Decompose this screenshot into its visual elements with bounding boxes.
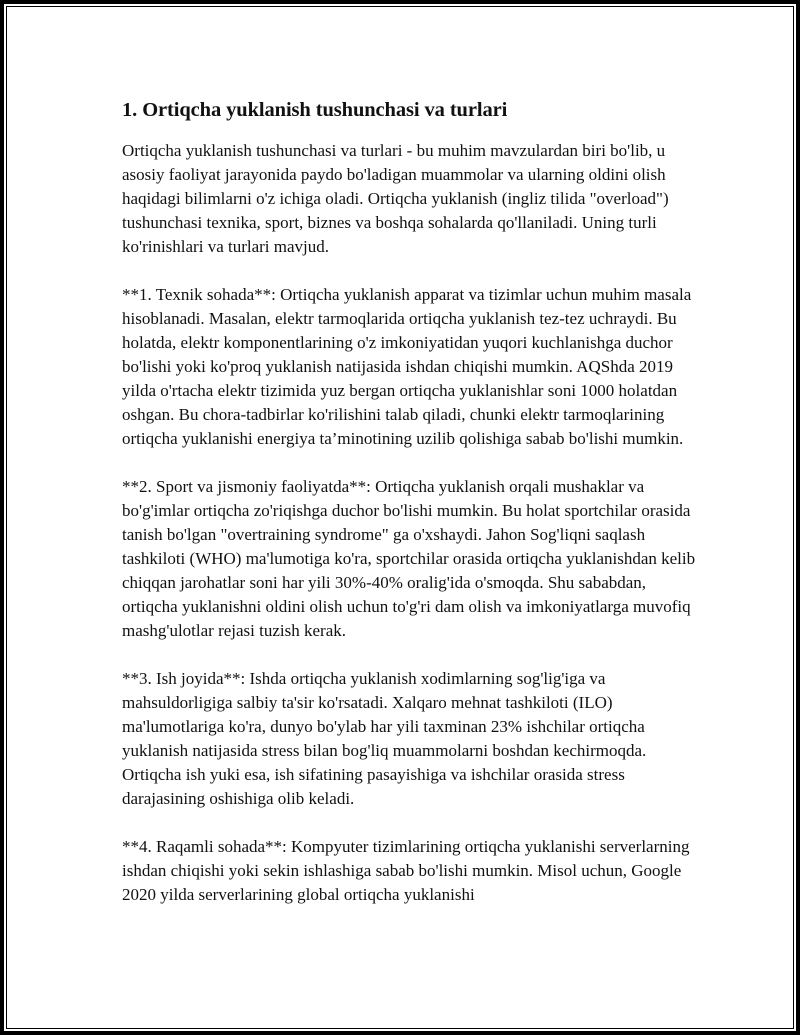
section-heading: 1. Ortiqcha yuklanish tushunchasi va turlari: [122, 99, 508, 121]
digital-paragraph: **4. Raqamli sohada**: Kompyuter tizimlarining ortiqcha yuklanishi serverlarning ishdan chiqishi yoki sekin ishlashiga sabab bo'lishi mumkin. Misol uchun, Google 2020 yilda serverlarining global ortiqcha yuklanishi: [122, 837, 690, 904]
sport-paragraph: **2. Sport va jismoniy faoliyatda**: Ortiqcha yuklanish orqali mushaklar va bo'g'imlar ortiqcha zo'riqishga duchor bo'lishi mumkin. Bu holat sportchilar orasida tanish bo'lgan "overtraining syndrome" ga o'xshaydi. Jahon Sog'liqni saqlash tashkiloti (WHO) ma'lumotiga ko'ra, sportchilar orasida ortiqcha yuklanishdan kelib chiqqan jarohatlar soni har yili 30%-40% oralig'ida o'smoqda. Shu sababdan, ortiqcha yuklanishni oldini olish uchun to'g'ri dam olish va imkoniyatlarga muvofiq mashg'ulotlar rejasi tuzish kerak.: [122, 477, 696, 640]
workplace-paragraph: **3. Ish joyida**: Ishda ortiqcha yuklanish xodimlarning sog'lig'iga va mahsuldorligiga salbiy ta'sir ko'rsatadi. Xalqaro mehnat tashkiloti (ILO) ma'lumotlariga ko'ra, dunyo bo'ylab har yili taxminan 23% ishchilar ortiqcha yuklanish natijasida stress bilan bog'liq muammolarni boshdan kechirmoqda. Ortiqcha ish yuki esa, ish sifatining pasayishiga va ishchilar orasida stress darajasining oshishiga olib keladi.: [122, 669, 647, 808]
intro-paragraph: Ortiqcha yuklanish tushunchasi va turlari - bu muhim mavzulardan biri bo'lib, u asosiy faoliyat jarayonida paydo bo'ladigan muammolar va ularning oldini olish haqidagi bilimlarni o'z ichiga oladi. Ortiqcha yuklanish (ingliz tilida "overload") tushunchasi texnika, sport, biznes va boshqa sohalarda qo'llaniladi. Uning turli ko'rinishlari va turlari mavjud.: [122, 141, 669, 256]
document-content: [122, 95, 702, 931]
technical-paragraph: **1. Texnik sohada**: Ortiqcha yuklanish apparat va tizimlar uchun muhim masala hisoblanadi. Masalan, elektr tarmoqlarida ortiqcha yuklanish tez-tez uchraydi. Bu holatda, elektr komponentlarining o'z imkoniyatidan yuqori kuchlanishga duchor bo'lishi yoki ko'proq yuklanish natijasida ishdan chiqishi mumkin. AQShda 2019 yilda o'rtacha elektr tizimida yuz bergan ortiqcha yuklanishlar soni 1000 holatdan oshgan. Bu chora-tadbirlar ko'rilishini talab qiladi, chunki elektr tarmoqlarining ortiqcha yuklanishi energiya ta’minotining uzilib qolishiga sabab bo'lishi mumkin.: [122, 285, 692, 448]
